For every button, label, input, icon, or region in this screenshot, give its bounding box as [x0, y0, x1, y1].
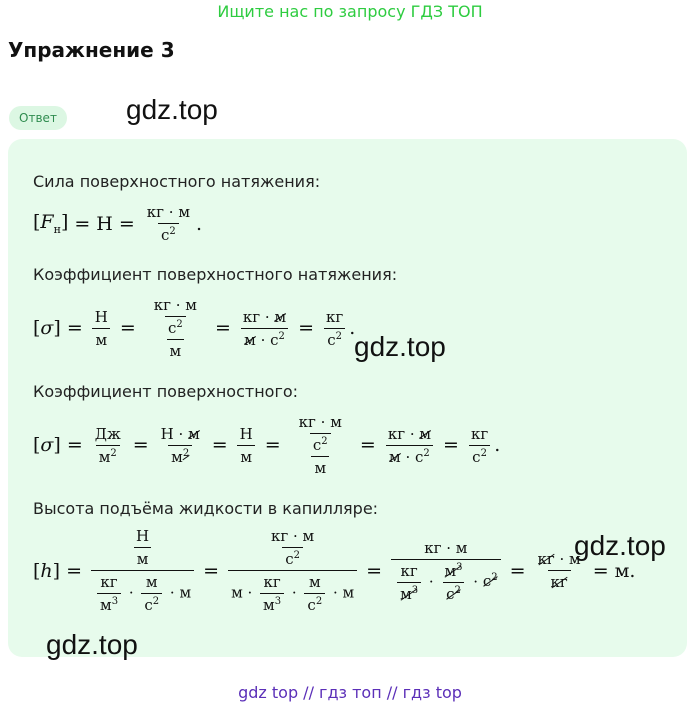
- label-coef1: Коэффициент поверхностного натяжения:: [33, 265, 398, 284]
- formula-height: [h] = $\frac{Н}{м}$ $\frac{кг}{м^3}$ · $\frac{м}{с^2}$ · м = $\frac{кг \cdot м}{с^2}$ м · $\frac{кг}{м^3}$ · $\frac{м}{с^2}$ · м = кг · м $\frac{кг}{м^3}$ · $\frac{м^3}{с^2}$ · $с^2$ = $\frac{кг \cdot м}{кг}$ = м.: [33, 527, 636, 614]
- watermark: gdz.top: [354, 331, 446, 362]
- watermark: gdz.top: [46, 629, 138, 660]
- formula-force: $[F_н]$ = Н = $\frac{кг \cdot м}{с^2}$ .: [33, 203, 203, 244]
- exercise-title: Упражнение 3: [8, 38, 175, 62]
- search-banner[interactable]: Ищите нас по запросу ГДЗ ТОП: [217, 2, 483, 21]
- label-force: Сила поверхностного натяжения:: [33, 172, 321, 191]
- label-height: Высота подъёма жидкости в капилляре:: [33, 499, 379, 518]
- label-coef2: Коэффициент поверхностного:: [33, 382, 299, 401]
- formula-coef1: [σ] = $\frac{Н}{м}$ = $\frac{\frac{кг \cdot м}{с^2}}{м}$ = $\frac{кг \cdot м}{м \cdot с^2}$ = $\frac{кг}{с^2}$ .: [33, 296, 356, 360]
- answer-badge[interactable]: Ответ: [9, 106, 67, 130]
- formula-coef2: [σ] = $\frac{Дж}{м^2}$ = $\frac{Н \cdot м}{м^2}$ = $\frac{Н}{м}$ = $\frac{\frac{кг \cdot м}{с^2}}{м}$ = $\frac{кг \cdot м}{м \cdot с^2}$ = $\frac{кг}{с^2}$ .: [33, 413, 501, 477]
- watermark: gdz.top: [574, 530, 666, 561]
- watermark: gdz.top: [126, 94, 218, 125]
- footer-links[interactable]: gdz top // гдз топ // гдз top: [238, 683, 462, 702]
